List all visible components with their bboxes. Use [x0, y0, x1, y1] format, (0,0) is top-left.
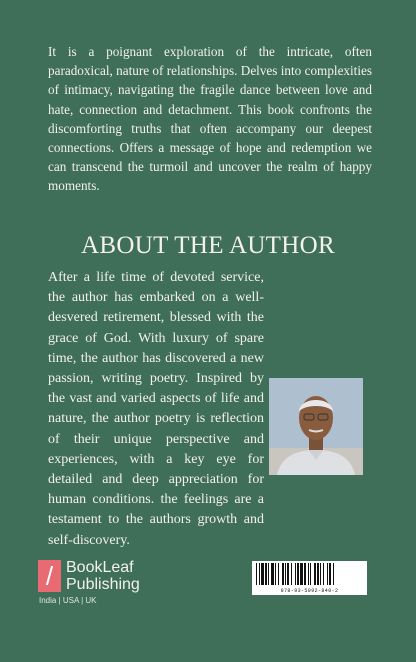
- author-bio: After a life time of devoted service, the author has embarked on a well-desvered retirement, blessed with the grace of God. With luxury of spare time, the author has discovered a new passion, writing poetry. Inspired by the vast and varied aspects of life and nature, the author poetry is reflection of their unique perspective and experiences, with a key eye for detailed and deep appreciation for human conditions. the feelings are a testament to the authors growth and self-discovery.: [48, 270, 264, 548]
- publisher-mark: /: [38, 560, 61, 592]
- publisher-name-line1: BookLeaf: [66, 559, 134, 576]
- publisher-logo: [38, 559, 140, 593]
- isbn-number: 978-93-5992-840-2: [280, 588, 339, 594]
- publisher-regions: India | USA | UK: [39, 596, 97, 605]
- about-author-heading: ABOUT THE AUTHOR: [81, 232, 335, 259]
- author-photo: [269, 378, 363, 475]
- publisher-name-line2: Publishing: [66, 576, 140, 593]
- publisher-name: [66, 559, 140, 593]
- isbn-barcode: [252, 561, 367, 595]
- book-blurb: It is a poignant exploration of the intricate, often paradoxical, nature of relationships. Delves into complexities of intimacy, navigating the fragile dance between love and hate, connection and detachment. This book confronts the discomforting truths that often accompany our deepest connections. Offers a message of hope and redemption we can transcend the turmoil and uncover the realm of happy moments.: [48, 44, 372, 194]
